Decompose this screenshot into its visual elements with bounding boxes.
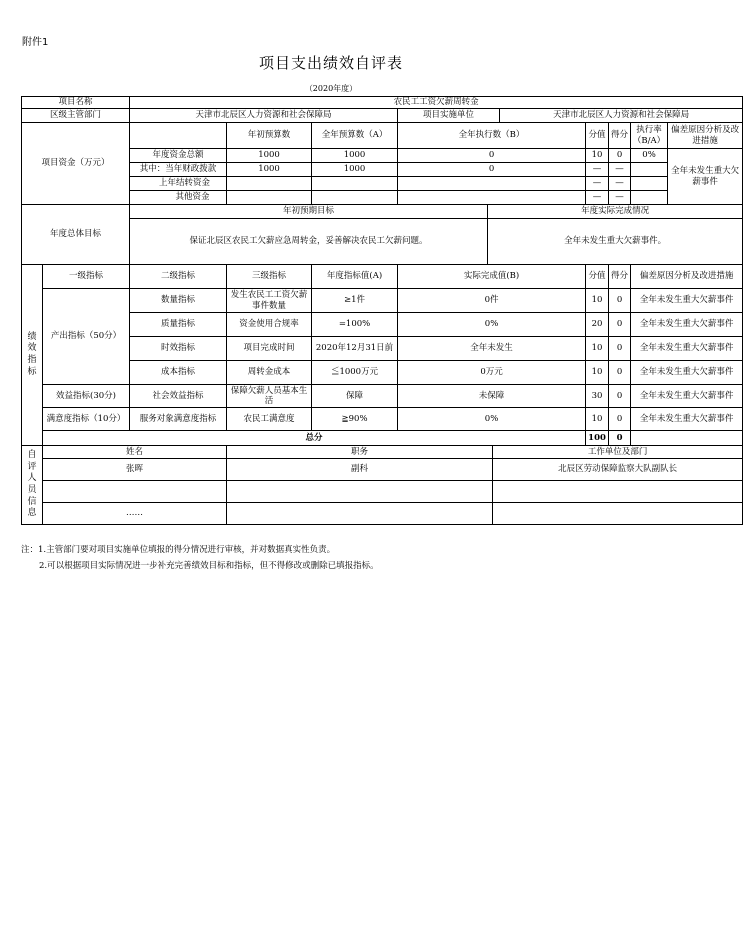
indicator-level3: 资金使用合规率: [227, 313, 312, 337]
indicator-row: [22, 385, 743, 408]
evaluator-row: [22, 459, 743, 481]
department-label: 区级主管部门: [22, 109, 130, 123]
indicator-level3: 农民工满意度: [227, 408, 312, 431]
indicator-target: 保障: [312, 385, 398, 408]
evaluator-name: 张晖: [43, 459, 227, 481]
funds-row-name: 其中：当年财政拨款: [130, 163, 227, 177]
indicators-label: [22, 265, 43, 446]
goals-expected-header: [130, 205, 488, 219]
indicator-target: ≥1件: [312, 289, 398, 313]
funds-row-name: 年度资金总额: [130, 149, 227, 163]
indicator-deviation: 全年未发生重大欠薪事件: [631, 408, 743, 431]
indicator-score-value: 20: [586, 313, 609, 337]
indicator-level2: 成本指标: [130, 361, 227, 385]
funds-row-score-value: —: [586, 177, 609, 191]
indicator-row: [22, 337, 743, 361]
funds-row-name: 其他资金: [130, 191, 227, 205]
funds-row-initial: [227, 177, 312, 191]
indicators-header-level1: 一级指标: [43, 265, 130, 289]
funds-header-initial: 年初预算数: [227, 123, 312, 149]
indicator-row: [22, 289, 743, 313]
indicator-actual: 全年未发生: [398, 337, 586, 361]
evaluator-unit: [493, 503, 743, 525]
funds-row-annual: 1000: [312, 149, 398, 163]
indicator-score: 0: [609, 313, 631, 337]
indicator-level3: 项目完成时间: [227, 337, 312, 361]
funds-row-rate: [631, 191, 668, 205]
funds-row-rate: 0%: [631, 149, 668, 163]
funds-header-rate: 执行率（B/A）: [631, 123, 668, 149]
total-score: 0: [609, 431, 631, 446]
funds-row-score: 0: [609, 149, 631, 163]
evaluator-unit: [493, 481, 743, 503]
total-row: [22, 431, 743, 446]
indicator-target: =100%: [312, 313, 398, 337]
indicator-actual: 0%: [398, 313, 586, 337]
funds-header-empty: [130, 123, 227, 149]
report-year: （2020年度）: [304, 84, 358, 93]
indicator-level3: 周转金成本: [227, 361, 312, 385]
indicator-score-value: 10: [586, 408, 609, 431]
evaluator-header-position: 职务: [227, 446, 493, 459]
funds-label: 项目资金（万元）: [22, 123, 130, 205]
indicators-header-score: 得分: [609, 265, 631, 289]
funds-row-score-value: —: [586, 191, 609, 205]
funds-row-initial: 1000: [227, 149, 312, 163]
indicator-score-value: 10: [586, 289, 609, 313]
funds-row: [22, 191, 743, 205]
page-title: 项目支出绩效自评表: [258, 54, 403, 72]
evaluator-position: [227, 481, 493, 503]
goals-expected: 保证北辰区农民工欠薪应急周转金，妥善解决农民工欠薪问题。: [130, 219, 488, 265]
funds-row-executed: [398, 191, 586, 205]
evaluator-header-unit: 工作单位及部门: [493, 446, 743, 459]
evaluator-unit: 北辰区劳动保障监察大队副队长: [493, 459, 743, 481]
goals-header-row: [22, 205, 743, 219]
evaluator-label: [22, 446, 43, 525]
funds-header-annual: 全年预算数（A）: [312, 123, 398, 149]
funds-row-score-value: 10: [586, 149, 609, 163]
funds-row-score: —: [609, 163, 631, 177]
notes: [21, 542, 379, 574]
indicators-header-actual: 实际完成值(B): [398, 265, 586, 289]
funds-row-annual: 1000: [312, 163, 398, 177]
indicators-header-deviation: 偏差原因分析及改进措施: [631, 265, 743, 289]
indicator-level2: 时效指标: [130, 337, 227, 361]
evaluator-header-name: 姓名: [43, 446, 227, 459]
indicator-row: [22, 408, 743, 431]
funds-row: [22, 163, 743, 177]
total-empty: [631, 431, 743, 446]
indicator-actual: 0万元: [398, 361, 586, 385]
total-value: 100: [586, 431, 609, 446]
goals-actual-header: [488, 205, 743, 219]
indicator-score: 0: [609, 385, 631, 408]
project-name-value: 农民工工资欠薪周转金: [130, 97, 743, 109]
goals-actual-header-text: 年度实际完成情况: [581, 206, 650, 217]
indicator-score-value: 30: [586, 385, 609, 408]
indicator-target: ≦1000万元: [312, 361, 398, 385]
implementing-unit-value: 天津市北辰区人力资源和社会保障局: [500, 109, 743, 123]
indicators-header-row: [22, 265, 743, 289]
indicator-level2: 服务对象满意度指标: [130, 408, 227, 431]
indicators-header-level2: 二级指标: [130, 265, 227, 289]
project-name-label: 项目名称: [22, 97, 130, 109]
evaluation-table: [21, 96, 743, 525]
indicator-row: [22, 361, 743, 385]
indicators-label-text: 绩效指标: [27, 331, 37, 377]
funds-row-executed: [398, 177, 586, 191]
indicators-header-target: 年度指标值(A): [312, 265, 398, 289]
indicators-header-level3: 三级指标: [227, 265, 312, 289]
project-name-row: [22, 97, 743, 109]
funds-deviation: 全年未发生重大欠薪事件: [668, 149, 743, 205]
funds-row-score: —: [609, 191, 631, 205]
evaluator-label-text: 自评人员信息: [27, 449, 37, 519]
indicator-score: 0: [609, 408, 631, 431]
indicator-score-value: 10: [586, 337, 609, 361]
goals-label: 年度总体目标: [22, 205, 130, 265]
indicator-deviation: 全年未发生重大欠薪事件: [631, 337, 743, 361]
evaluator-position: 副科: [227, 459, 493, 481]
funds-row-name: 上年结转资金: [130, 177, 227, 191]
indicator-target: 2020年12月31日前: [312, 337, 398, 361]
indicator-target: ≧90%: [312, 408, 398, 431]
indicator-deviation: 全年未发生重大欠薪事件: [631, 289, 743, 313]
attachment-label: 附件1: [22, 37, 49, 48]
evaluator-row: [22, 481, 743, 503]
funds-row-score: —: [609, 177, 631, 191]
indicator-deviation: 全年未发生重大欠薪事件: [631, 361, 743, 385]
funds-header-score: 得分: [609, 123, 631, 149]
implementing-unit-label: 项目实施单位: [398, 109, 500, 123]
funds-row: [22, 177, 743, 191]
funds-row-rate: [631, 177, 668, 191]
indicator-level3: 发生农民工工资欠薪事件数量: [227, 289, 312, 313]
funds-header-score-value: 分值: [586, 123, 609, 149]
evaluator-row: [22, 503, 743, 525]
indicator-actual: 0件: [398, 289, 586, 313]
indicator-deviation: 全年未发生重大欠薪事件: [631, 313, 743, 337]
evaluator-name: ……: [43, 503, 227, 525]
total-label: 总分: [43, 431, 586, 446]
funds-row-score-value: —: [586, 163, 609, 177]
note-2: 2.可以根据项目实际情况进一步补充完善绩效目标和指标，但不得修改或删除已填报指标。: [39, 561, 379, 571]
indicator-score: 0: [609, 361, 631, 385]
department-row: [22, 109, 743, 123]
evaluator-position: [227, 503, 493, 525]
funds-header-executed: 全年执行数（B）: [398, 123, 586, 149]
funds-row-annual: [312, 191, 398, 205]
goals-actual: 全年未发生重大欠薪事件。: [488, 219, 743, 265]
indicators-header-score-value: 分值: [586, 265, 609, 289]
funds-row-rate: [631, 163, 668, 177]
evaluator-name: [43, 481, 227, 503]
output-indicator-label: 产出指标（50分）: [43, 289, 130, 385]
funds-row: [22, 149, 743, 163]
indicator-score: 0: [609, 337, 631, 361]
satisfaction-indicator-label: 满意度指标（10分）: [43, 408, 130, 431]
indicator-level3: 保障欠薪人员基本生活: [227, 385, 312, 408]
funds-row-executed: 0: [398, 163, 586, 177]
indicator-deviation: 全年未发生重大欠薪事件: [631, 385, 743, 408]
funds-header-deviation: 偏差原因分析及改进措施: [668, 123, 743, 149]
funds-row-executed: 0: [398, 149, 586, 163]
funds-header-row: [22, 123, 743, 149]
indicator-actual: 未保障: [398, 385, 586, 408]
indicator-score: 0: [609, 289, 631, 313]
indicator-row: [22, 313, 743, 337]
funds-row-initial: 1000: [227, 163, 312, 177]
indicator-level2: 社会效益指标: [130, 385, 227, 408]
evaluator-header-row: [22, 446, 743, 459]
indicator-level2: 数量指标: [130, 289, 227, 313]
note-1: 注：1.主管部门要对项目实施单位填报的得分情况进行审核，并对数据真实性负责。: [21, 545, 336, 555]
goals-expected-header-text: 年初预期目标: [283, 206, 335, 217]
funds-row-initial: [227, 191, 312, 205]
goals-content-row: [22, 219, 743, 265]
funds-row-annual: [312, 177, 398, 191]
indicator-actual: 0%: [398, 408, 586, 431]
indicator-score-value: 10: [586, 361, 609, 385]
indicator-level2: 质量指标: [130, 313, 227, 337]
department-value: 天津市北辰区人力资源和社会保障局: [130, 109, 398, 123]
benefit-indicator-label: 效益指标(30分): [43, 385, 130, 408]
